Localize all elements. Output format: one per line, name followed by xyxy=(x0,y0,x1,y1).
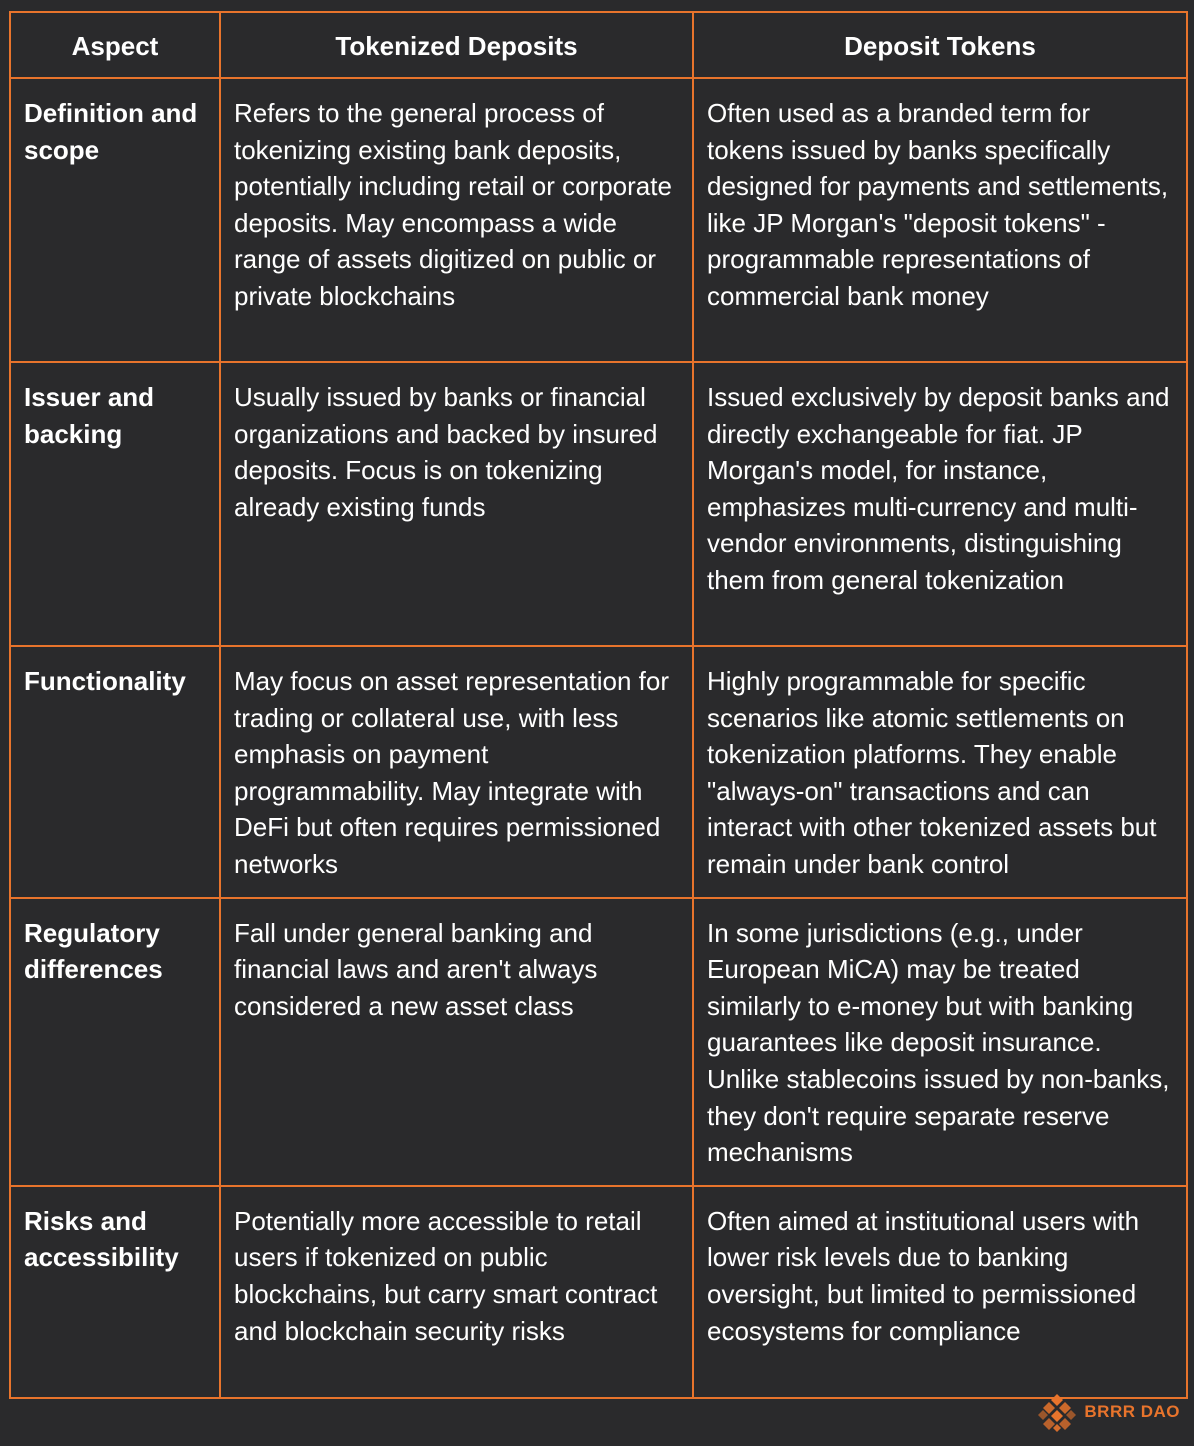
cell-tokenized-deposits: Usually issued by banks or financial organizations and backed by insured deposits. Focus is on tokenizing already existing funds xyxy=(220,362,693,646)
table-row xyxy=(10,898,1187,1186)
cell-deposit-tokens: Often used as a branded term for tokens issued by banks specifically designed for payments and settlements, like JP Morgan's "deposit tokens" - programmable representations of commercial bank money xyxy=(693,78,1187,362)
brand-watermark xyxy=(1038,1392,1180,1432)
header-tokenized-deposits: Tokenized Deposits xyxy=(220,12,693,78)
cell-deposit-tokens: Often aimed at institutional users with lower risk levels due to banking oversight, but limited to permissioned ecosystems for compliance xyxy=(693,1186,1187,1398)
row-aspect: Issuer and backing xyxy=(10,362,220,646)
row-aspect: Definition and scope xyxy=(10,78,220,362)
cell-tokenized-deposits: May focus on asset representation for trading or collateral use, with less emphasis on payment programmability. May integrate with DeFi but often requires permissioned networks xyxy=(220,646,693,898)
cell-tokenized-deposits: Fall under general banking and financial laws and aren't always considered a new asset class xyxy=(220,898,693,1186)
header-deposit-tokens: Deposit Tokens xyxy=(693,12,1187,78)
header-aspect: Aspect xyxy=(10,12,220,78)
cell-tokenized-deposits: Potentially more accessible to retail users if tokenized on public blockchains, but carry smart contract and blockchain security risks xyxy=(220,1186,693,1398)
comparison-table xyxy=(9,11,1188,1399)
row-aspect: Risks and accessibility xyxy=(10,1186,220,1398)
row-aspect: Regulatory differences xyxy=(10,898,220,1186)
header-row xyxy=(10,12,1187,78)
cell-deposit-tokens: In some jurisdictions (e.g., under European MiCA) may be treated similarly to e-money but with banking guarantees like deposit insurance. Unlike stablecoins issued by non-banks, they don't require separate reserve mechanisms xyxy=(693,898,1187,1186)
brand-name: BRRR DAO xyxy=(1084,1402,1180,1421)
table-row xyxy=(10,646,1187,898)
cell-deposit-tokens: Issued exclusively by deposit banks and directly exchangeable for fiat. JP Morgan's model, for instance, emphasizes multi-currency and multi-vendor environments, distinguishing them from general tokenization xyxy=(693,362,1187,646)
brrr-dao-logo-icon xyxy=(1038,1392,1076,1432)
table-row xyxy=(10,362,1187,646)
table-row xyxy=(10,78,1187,362)
row-aspect: Functionality xyxy=(10,646,220,898)
cell-deposit-tokens: Highly programmable for specific scenarios like atomic settlements on tokenization platforms. They enable "always-on" transactions and can interact with other tokenized assets but remain under bank control xyxy=(693,646,1187,898)
cell-tokenized-deposits: Refers to the general process of tokenizing existing bank deposits, potentially including retail or corporate deposits. May encompass a wide range of assets digitized on public or private blockchains xyxy=(220,78,693,362)
table-row xyxy=(10,1186,1187,1398)
